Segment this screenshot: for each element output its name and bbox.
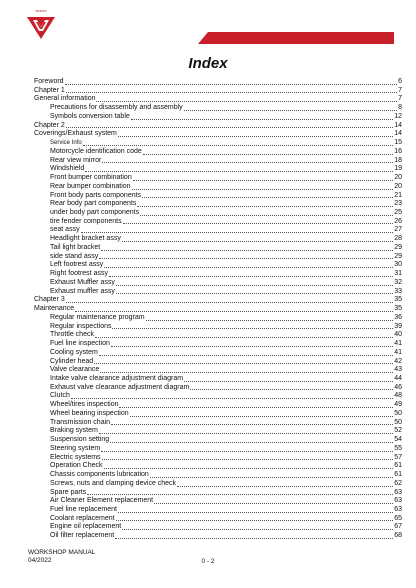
toc-entry-page: 52 — [394, 427, 402, 435]
toc-entry-page: 57 — [394, 453, 402, 461]
toc-entry-label: Service Info — [50, 140, 82, 147]
toc-entry-page: 29 — [394, 243, 402, 251]
toc-entry-page: 41 — [394, 348, 402, 356]
toc-entry[interactable] — [34, 279, 402, 288]
toc-entry-page: 12 — [394, 112, 402, 120]
toc-entry-page: 63 — [394, 488, 402, 496]
toc-entry-page: 63 — [394, 497, 402, 505]
toc-entry-label: Exhaust valve clearance adjustment diagram — [50, 383, 190, 391]
toc-entry-page: 29 — [394, 252, 402, 260]
toc-entry-page: 46 — [394, 383, 402, 391]
toc-entry[interactable] — [34, 87, 402, 96]
toc-entry[interactable] — [34, 270, 402, 279]
toc-entry-label: Exhaust muffler assy — [50, 287, 115, 295]
toc-dot-leader — [94, 362, 393, 364]
toc-entry-label: Screws, nuts and clamping device check — [50, 479, 177, 487]
toc-entry-page: 44 — [394, 374, 402, 382]
toc-entry-label: Front bumper combination — [50, 174, 132, 182]
toc-entry-page: 16 — [394, 147, 402, 155]
toc-dot-leader — [140, 214, 393, 216]
toc-entry-page: 19 — [394, 165, 402, 173]
toc-entry[interactable] — [34, 209, 402, 218]
toc-entry-page: 41 — [394, 340, 402, 348]
toc-entry-label: Valve clearance — [50, 366, 100, 374]
toc-entry-label: Fuel line replacement — [50, 505, 117, 513]
toc-entry[interactable] — [34, 183, 402, 192]
toc-entry-label: tire fender components — [50, 217, 122, 225]
toc-entry-page: 25 — [394, 209, 402, 217]
toc-entry[interactable] — [34, 392, 402, 401]
toc-entry-page: 35 — [394, 296, 402, 304]
toc-entry[interactable] — [34, 148, 402, 157]
toc-dot-leader — [146, 319, 394, 321]
toc-entry-label: Air Cleaner Element replacement — [50, 497, 154, 505]
toc-entry[interactable] — [34, 506, 402, 515]
brand-logo-icon — [27, 15, 55, 39]
toc-entry[interactable] — [34, 78, 402, 87]
toc-dot-leader — [150, 476, 393, 478]
toc-entry[interactable] — [34, 235, 402, 244]
toc-entry[interactable] — [34, 515, 402, 524]
toc-entry-label: Symbols conversion table — [50, 112, 130, 120]
toc-entry-label: Foreword — [34, 78, 64, 85]
toc-dot-leader — [137, 205, 393, 207]
footer-page-number: 0 - 2 — [201, 558, 215, 565]
toc-dot-leader — [75, 310, 393, 312]
toc-dot-leader — [99, 257, 393, 259]
toc-entry[interactable] — [34, 305, 402, 314]
toc-dot-leader — [116, 519, 394, 521]
toc-entry-label: Transmission chain — [50, 418, 111, 426]
toc-entry-label: Fuel line inspection — [50, 340, 110, 348]
toc-entry-label: Braking system — [50, 427, 98, 435]
toc-entry-label: General information — [34, 95, 96, 103]
toc-entry-label: Exhaust Muffler assy — [50, 278, 115, 286]
toc-dot-leader — [154, 502, 393, 504]
toc-entry[interactable] — [34, 130, 402, 139]
toc-entry[interactable] — [34, 165, 402, 174]
toc-entry[interactable] — [34, 523, 402, 532]
toc-entry-label: Chassis components lubrication — [50, 471, 149, 479]
toc-dot-leader — [143, 153, 393, 155]
toc-entry-label: Spare parts — [50, 488, 87, 496]
toc-dot-leader — [66, 91, 397, 93]
toc-dot-leader — [85, 170, 393, 172]
toc-dot-leader — [142, 196, 393, 198]
toc-entry[interactable] — [34, 340, 402, 349]
toc-entry[interactable] — [34, 104, 402, 113]
toc-dot-leader — [104, 266, 393, 268]
toc-entry-label: Coolant replacement — [50, 514, 115, 522]
toc-entry[interactable] — [34, 436, 402, 445]
toc-entry-label: Electric systems — [50, 453, 101, 461]
toc-entry-label: Regular inspections — [50, 322, 112, 330]
toc-entry-page: 32 — [394, 278, 402, 286]
toc-entry-label: Maintenance — [34, 305, 75, 313]
toc-dot-leader — [110, 441, 393, 443]
toc-dot-leader — [101, 450, 393, 452]
toc-entry-label: Precautions for disassembly and assembly — [50, 104, 183, 112]
toc-dot-leader — [184, 380, 393, 382]
toc-entry[interactable] — [34, 471, 402, 480]
toc-entry[interactable] — [34, 331, 402, 340]
toc-entry[interactable] — [34, 497, 402, 506]
toc-entry-label: Suspension setting — [50, 436, 110, 444]
toc-entry-page: 40 — [394, 331, 402, 339]
toc-entry-page: 36 — [394, 313, 402, 321]
toc-entry-page: 62 — [394, 479, 402, 487]
toc-entry-page: 28 — [394, 235, 402, 243]
toc-entry[interactable] — [34, 192, 402, 201]
toc-dot-leader — [83, 144, 394, 146]
toc-entry-page: 26 — [394, 217, 402, 225]
toc-dot-leader — [96, 100, 397, 102]
toc-entry[interactable] — [34, 410, 402, 419]
toc-entry[interactable] — [34, 480, 402, 489]
toc-entry-page: 54 — [394, 436, 402, 444]
toc-entry[interactable] — [34, 253, 402, 262]
toc-entry-page: 7 — [398, 86, 402, 94]
toc-entry-page: 14 — [394, 121, 402, 129]
toc-entry-page: 49 — [394, 401, 402, 409]
toc-entry-label: Windshield — [50, 165, 85, 173]
toc-entry-label: Headlight bracket assy — [50, 235, 121, 243]
toc-dot-leader — [119, 406, 393, 408]
toc-dot-leader — [130, 415, 394, 417]
toc-dot-leader — [116, 292, 393, 294]
toc-entry-label: Cooling system — [50, 348, 98, 356]
toc-entry-label: Clutch — [50, 392, 70, 400]
model-banner-title: X-CAPE 650 — [321, 0, 384, 11]
page-header — [0, 0, 416, 44]
toc-entry[interactable] — [34, 288, 402, 297]
toc-dot-leader — [111, 345, 393, 347]
toc-entry-label: Chapter 2 — [34, 121, 65, 129]
toc-dot-leader — [122, 528, 393, 530]
toc-dot-leader — [87, 493, 393, 495]
toc-entry-label: Oil filter replacement — [50, 532, 115, 540]
brand-logo — [24, 9, 58, 41]
toc-entry-page: 68 — [394, 532, 402, 540]
toc-entry[interactable] — [34, 314, 402, 323]
toc-entry-page: 6 — [398, 78, 402, 85]
toc-entry-page: 42 — [394, 357, 402, 365]
toc-entry-page: 7 — [398, 95, 402, 103]
toc-entry-label: Tail light bracket — [50, 243, 101, 251]
toc-dot-leader — [123, 222, 394, 224]
toc-entry[interactable] — [34, 157, 402, 166]
footer-date: 04/2022 — [28, 557, 52, 564]
toc-entry-label: Rear view mirror — [50, 156, 102, 164]
toc-dot-leader — [111, 423, 393, 425]
toc-entry-page: 61 — [394, 462, 402, 470]
toc-entry-page: 31 — [394, 270, 402, 278]
toc-entry[interactable] — [34, 113, 402, 122]
toc-entry-label: Throttle check — [50, 331, 94, 339]
toc-entry[interactable] — [34, 244, 402, 253]
toc-dot-leader — [109, 275, 393, 277]
toc-dot-leader — [104, 467, 394, 469]
toc-entry-page: 18 — [394, 156, 402, 164]
toc-dot-leader — [116, 284, 393, 286]
toc-entry-label: Regular maintenance program — [50, 313, 145, 321]
toc-entry-label: seat assy — [50, 226, 80, 234]
toc-dot-leader — [184, 109, 397, 111]
toc-entry[interactable] — [34, 261, 402, 270]
toc-entry-page: 61 — [394, 471, 402, 479]
toc-entry-page: 50 — [394, 418, 402, 426]
toc-entry[interactable] — [34, 349, 402, 358]
toc-entry[interactable] — [34, 454, 402, 463]
toc-dot-leader — [99, 432, 393, 434]
toc-entry-page: 67 — [394, 523, 402, 531]
toc-dot-leader — [102, 161, 393, 163]
toc-entry[interactable] — [34, 366, 402, 375]
toc-entry-page: 35 — [394, 305, 402, 313]
toc-entry[interactable] — [34, 427, 402, 436]
toc-dot-leader — [132, 188, 394, 190]
table-of-contents — [34, 78, 402, 541]
toc-entry-label: Motorcycle identification code — [50, 147, 142, 155]
toc-entry-page: 33 — [394, 287, 402, 295]
toc-dot-leader — [118, 135, 393, 137]
toc-entry-label: Operation Check — [50, 462, 103, 470]
toc-dot-leader — [66, 126, 393, 128]
toc-entry-label: Steering system — [50, 444, 101, 452]
toc-entry[interactable] — [34, 296, 402, 305]
toc-entry-label: Left footrest assy — [50, 261, 104, 269]
toc-dot-leader — [133, 179, 393, 181]
toc-entry-label: Engine oil replacement — [50, 523, 122, 531]
toc-entry[interactable] — [34, 445, 402, 454]
toc-dot-leader — [102, 458, 394, 460]
toc-entry-page: 8 — [398, 104, 402, 112]
toc-dot-leader — [71, 397, 393, 399]
toc-entry[interactable] — [34, 375, 402, 384]
toc-entry-page: 27 — [394, 226, 402, 234]
toc-dot-leader — [118, 511, 393, 513]
toc-dot-leader — [112, 327, 393, 329]
toc-entry[interactable] — [34, 419, 402, 428]
toc-entry-label: Chapter 3 — [34, 296, 65, 304]
toc-entry[interactable] — [34, 384, 402, 393]
toc-dot-leader — [95, 336, 393, 338]
toc-entry[interactable] — [34, 95, 402, 104]
toc-entry-page: 20 — [394, 182, 402, 190]
toc-entry-label: Right footrest assy — [50, 270, 108, 278]
toc-entry-page: 65 — [394, 514, 402, 522]
toc-entry-page: 30 — [394, 261, 402, 269]
toc-entry-page: 23 — [394, 200, 402, 208]
toc-dot-leader — [66, 301, 393, 303]
toc-dot-leader — [65, 83, 398, 85]
toc-dot-leader — [115, 537, 393, 539]
toc-entry-label: Front body parts components — [50, 191, 142, 199]
toc-entry-page: 55 — [394, 444, 402, 452]
brand-logo-text: MORINI — [35, 9, 47, 13]
toc-entry[interactable] — [34, 226, 402, 235]
toc-entry-label: Cylinder head — [50, 357, 94, 365]
page-title: Index — [188, 55, 228, 72]
toc-entry-label: Intake valve clearance adjustment diagram — [50, 374, 184, 382]
toc-dot-leader — [190, 388, 393, 390]
toc-entry-label: under body part components — [50, 209, 140, 217]
toc-entry-page: 50 — [394, 409, 402, 417]
toc-entry-page: 14 — [394, 130, 402, 138]
toc-entry-page: 21 — [394, 191, 402, 199]
toc-entry[interactable] — [34, 122, 402, 131]
toc-entry[interactable] — [34, 462, 402, 471]
toc-entry-label: Rear body part components — [50, 200, 137, 208]
toc-entry[interactable] — [34, 358, 402, 367]
toc-entry[interactable] — [34, 200, 402, 209]
toc-entry-label: Wheel/tires inspection — [50, 401, 119, 409]
toc-entry-page: 15 — [394, 139, 402, 147]
toc-entry-page: 39 — [394, 322, 402, 330]
toc-dot-leader — [81, 231, 394, 233]
toc-entry-page: 43 — [394, 366, 402, 374]
footer-manual-label: WORKSHOP MANUAL — [28, 549, 96, 556]
toc-dot-leader — [100, 371, 393, 373]
toc-entry-page: 63 — [394, 505, 402, 513]
toc-entry[interactable] — [34, 174, 402, 183]
toc-dot-leader — [99, 354, 393, 356]
toc-dot-leader — [122, 240, 393, 242]
toc-entry-page: 48 — [394, 392, 402, 400]
toc-dot-leader — [177, 485, 393, 487]
toc-entry[interactable] — [34, 139, 402, 148]
toc-dot-leader — [101, 249, 393, 251]
toc-entry[interactable] — [34, 401, 402, 410]
model-banner — [198, 32, 394, 44]
toc-entry[interactable] — [34, 532, 402, 541]
toc-entry[interactable] — [34, 489, 402, 498]
toc-dot-leader — [131, 118, 393, 120]
toc-entry-label: Rear bumper combination — [50, 182, 131, 190]
toc-entry-label: side stand assy — [50, 252, 99, 260]
toc-entry-page: 20 — [394, 174, 402, 182]
toc-entry[interactable] — [34, 218, 402, 227]
toc-entry-label: Wheel bearing inspection — [50, 409, 129, 417]
toc-entry-label: Chapter 1 — [34, 86, 65, 94]
toc-entry[interactable] — [34, 323, 402, 332]
toc-entry-label: Coverings/Exhaust system — [34, 130, 117, 138]
